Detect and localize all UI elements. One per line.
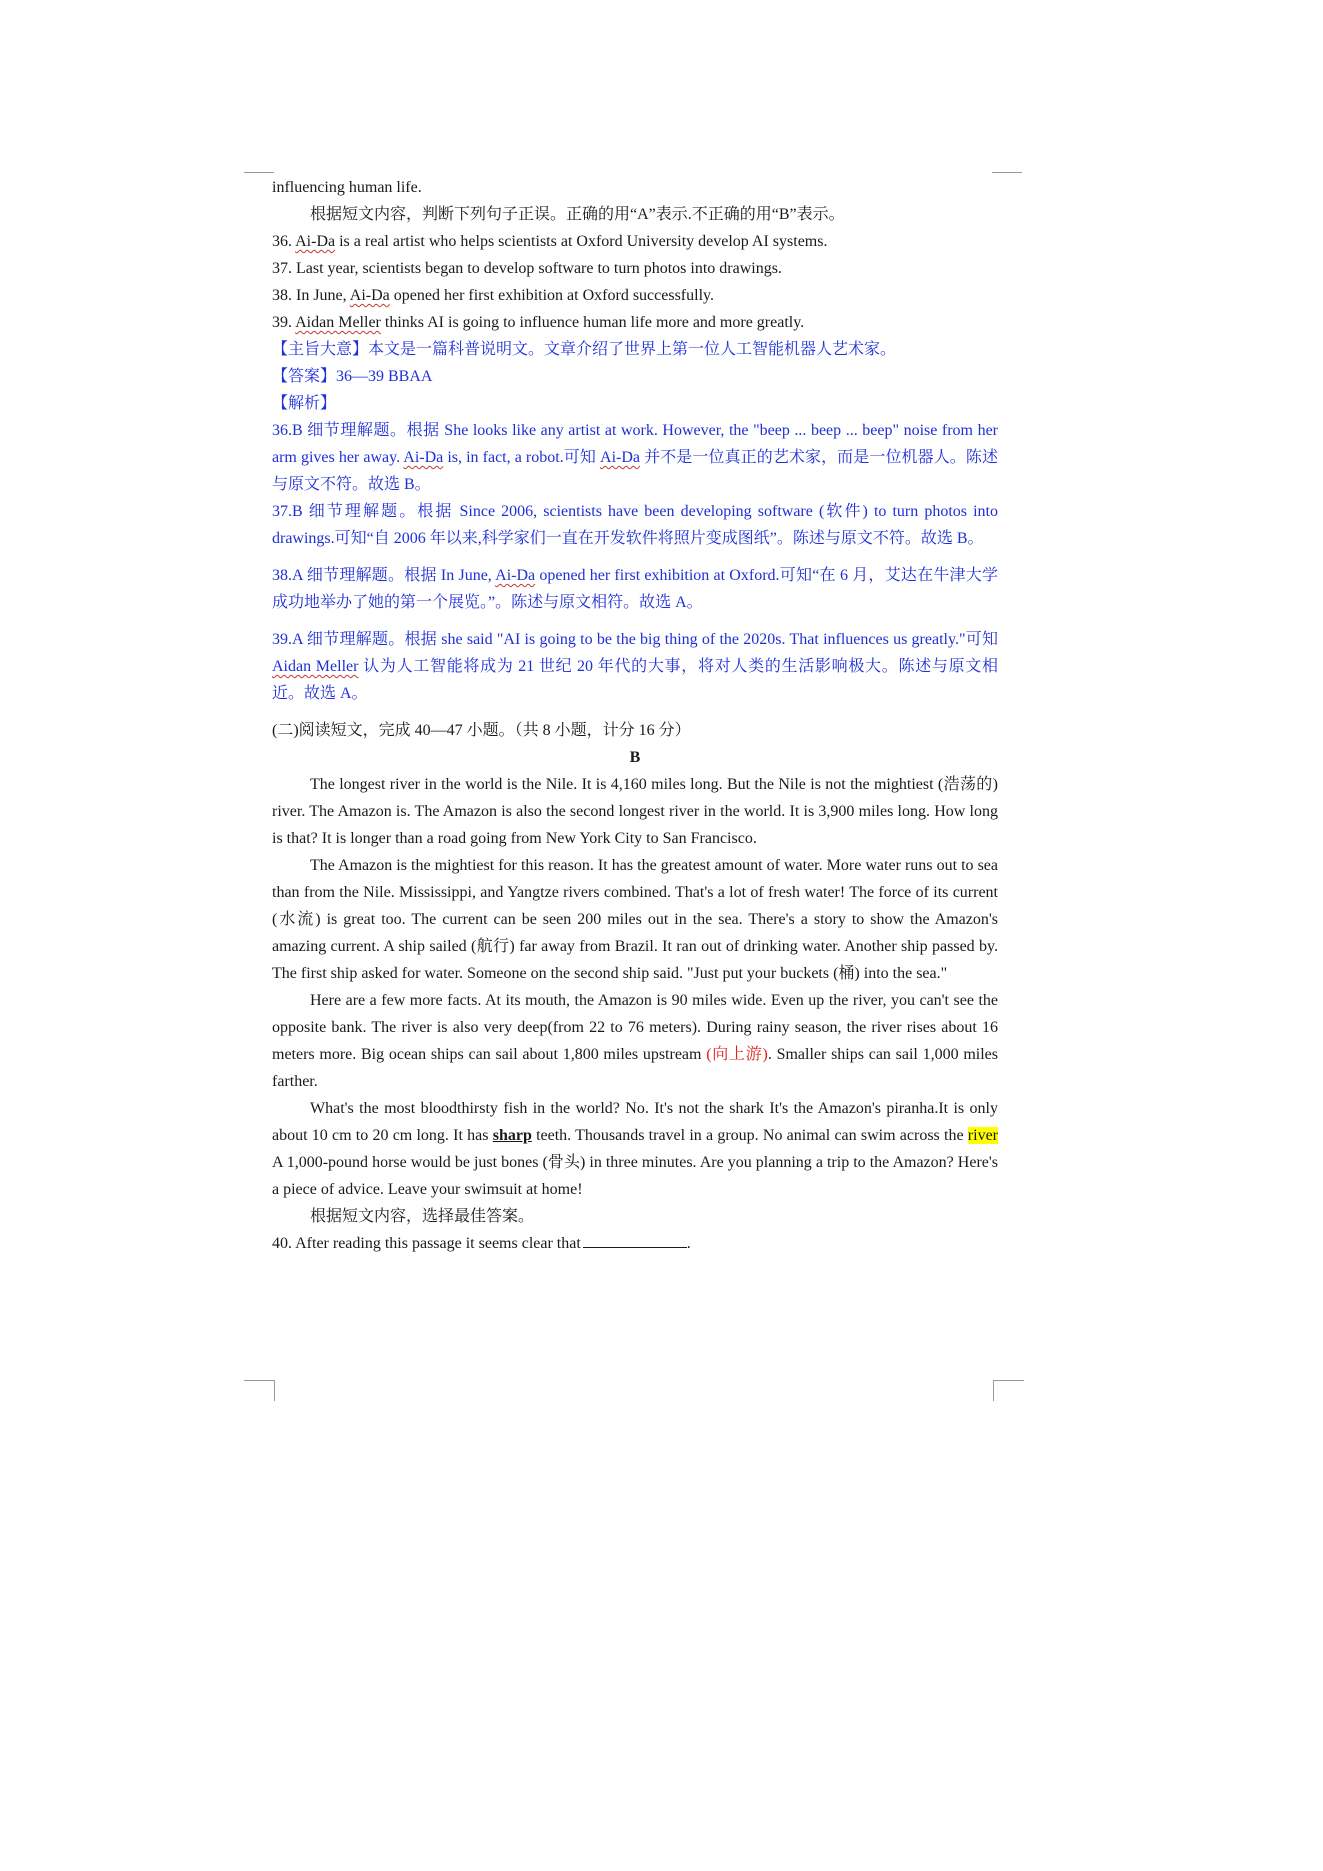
analysis-37: 37.B 细节理解题。根据 Since 2006, scientists have been developing software (软件) to turn photos into drawings.可知“自 2006 年以来,科学家们一直在开发软件将照片变成图纸”。陈述与原文不符。故选 B。 [272, 503, 998, 547]
main-idea: 【主旨大意】本文是一篇科普说明文。文章介绍了世界上第一位人工智能机器人艺术家。 [272, 341, 897, 358]
crop-mark-top-right [992, 172, 1022, 173]
answer-blank [583, 1246, 687, 1248]
analysis-39: 39.A 细节理解题。根据 she said "AI is going to be the big thing of the 2020s. That influences us greatly."可知 Aidan Meller 认为人工智能将成为 21 世纪 20 年代的大事，将对人类的生活影响极大。陈述与原文相近。故选 A。 [272, 631, 998, 702]
analysis-36: 36.B 细节理解题。根据 She looks like any artist at work. However, the "beep ... beep ... beep" noise from her arm gives her away. Ai-Da is, in fact, a robot.可知 Ai-Da 并不是一位真正的艺术家，而是一位机器人。陈述与原文不符。故选 B。 [272, 422, 998, 493]
highlighted-word-river: river [967, 1127, 998, 1144]
passage-paragraph-3: Here are a few more facts. At its mouth, the Amazon is 90 miles wide. Even up the river, you can't see the opposite bank. The river is also very deep(from 22 to 76 meters). During rainy season, the river rises about 16 meters more. Big ocean ships can sail about 1,800 miles upstream (向上游). Smaller ships can sail 1,000 miles farther. [272, 992, 999, 1090]
underlined-word-sharp: sharp [492, 1127, 532, 1144]
mc-instruction: 根据短文内容，选择最佳答案。 [310, 1208, 535, 1225]
passage-paragraph-4: What's the most bloodthirsty fish in the world? No. It's not the shark It's the Amazon's piranha.It is only about 10 cm to 20 cm long. It has sharp teeth. Thousands travel in a group. No animal can swim across the river A 1,000-pound horse would be just bones (骨头) in three minutes. Are you planning a trip to the Amazon? Here's a piece of advice. Leave your swimsuit at home! [272, 1100, 998, 1198]
annotation-note: (向上游) [706, 1046, 768, 1063]
question-40: 40. After reading this passage it seems clear that . [272, 1235, 691, 1252]
name-ai-da: Ai-Da [349, 287, 390, 304]
analysis-38: 38.A 细节理解题。根据 In June, Ai-Da opened her first exhibition at Oxford.可知“在 6 月，艾达在牛津大学成功地举办了她的第一个展览。”。陈述与原文相符。故选 A。 [272, 567, 998, 611]
passage-paragraph-2: The Amazon is the mightiest for this reason. It has the greatest amount of water. More water runs out to sea than from the Nile. Mississippi, and Yangtze rivers combined. That's a lot of fresh water! The force of its current (水流) is great too. The current can be seen 200 miles out in the sea. There's a story to show the Amazon's amazing current. A ship sailed (航行) far away from Brazil. It ran out of drinking water. Another ship passed by. The first ship asked for water. Someone on the second ship said. "Just put your buckets (桶) into the sea." [272, 857, 998, 982]
crop-mark-bottom-left [244, 1380, 275, 1401]
name-aidan-meller: Aidan Meller [295, 314, 381, 331]
question-36: 36. Ai-Da is a real artist who helps scientists at Oxford University develop AI systems. [272, 233, 828, 250]
question-38: 38. In June, Ai-Da opened her first exhibition at Oxford successfully. [272, 287, 714, 304]
crop-mark-bottom-right [993, 1380, 1024, 1401]
document-page [272, 174, 998, 1257]
analysis-label: 【解析】 [272, 395, 337, 412]
question-39: 39. Aidan Meller thinks AI is going to influence human life more and more greatly. [272, 314, 805, 331]
top-fragment: influencing human life. [272, 179, 422, 196]
crop-mark-top-left [244, 172, 274, 173]
tf-instruction: 根据短文内容，判断下列句子正误。正确的用“A”表示.不正确的用“B”表示。 [310, 206, 845, 223]
section-heading: (二)阅读短文，完成 40—47 小题。（共 8 小题，计分 16 分） [272, 722, 691, 739]
name-ai-da: Ai-Da [295, 233, 336, 250]
passage-paragraph-1: The longest river in the world is the Nile. It is 4,160 miles long. But the Nile is not the mightiest (浩荡的) river. The Amazon is. The Amazon is also the second longest river in the world. It is 3,900 miles long. How long is that? It is longer than a road going from New York City to San Francisco. [272, 776, 998, 847]
passage-title: B [629, 749, 641, 766]
question-37: 37. Last year, scientists began to develop software to turn photos into drawings. [272, 260, 782, 277]
answer-key: 【答案】36—39 BBAA [272, 368, 433, 385]
